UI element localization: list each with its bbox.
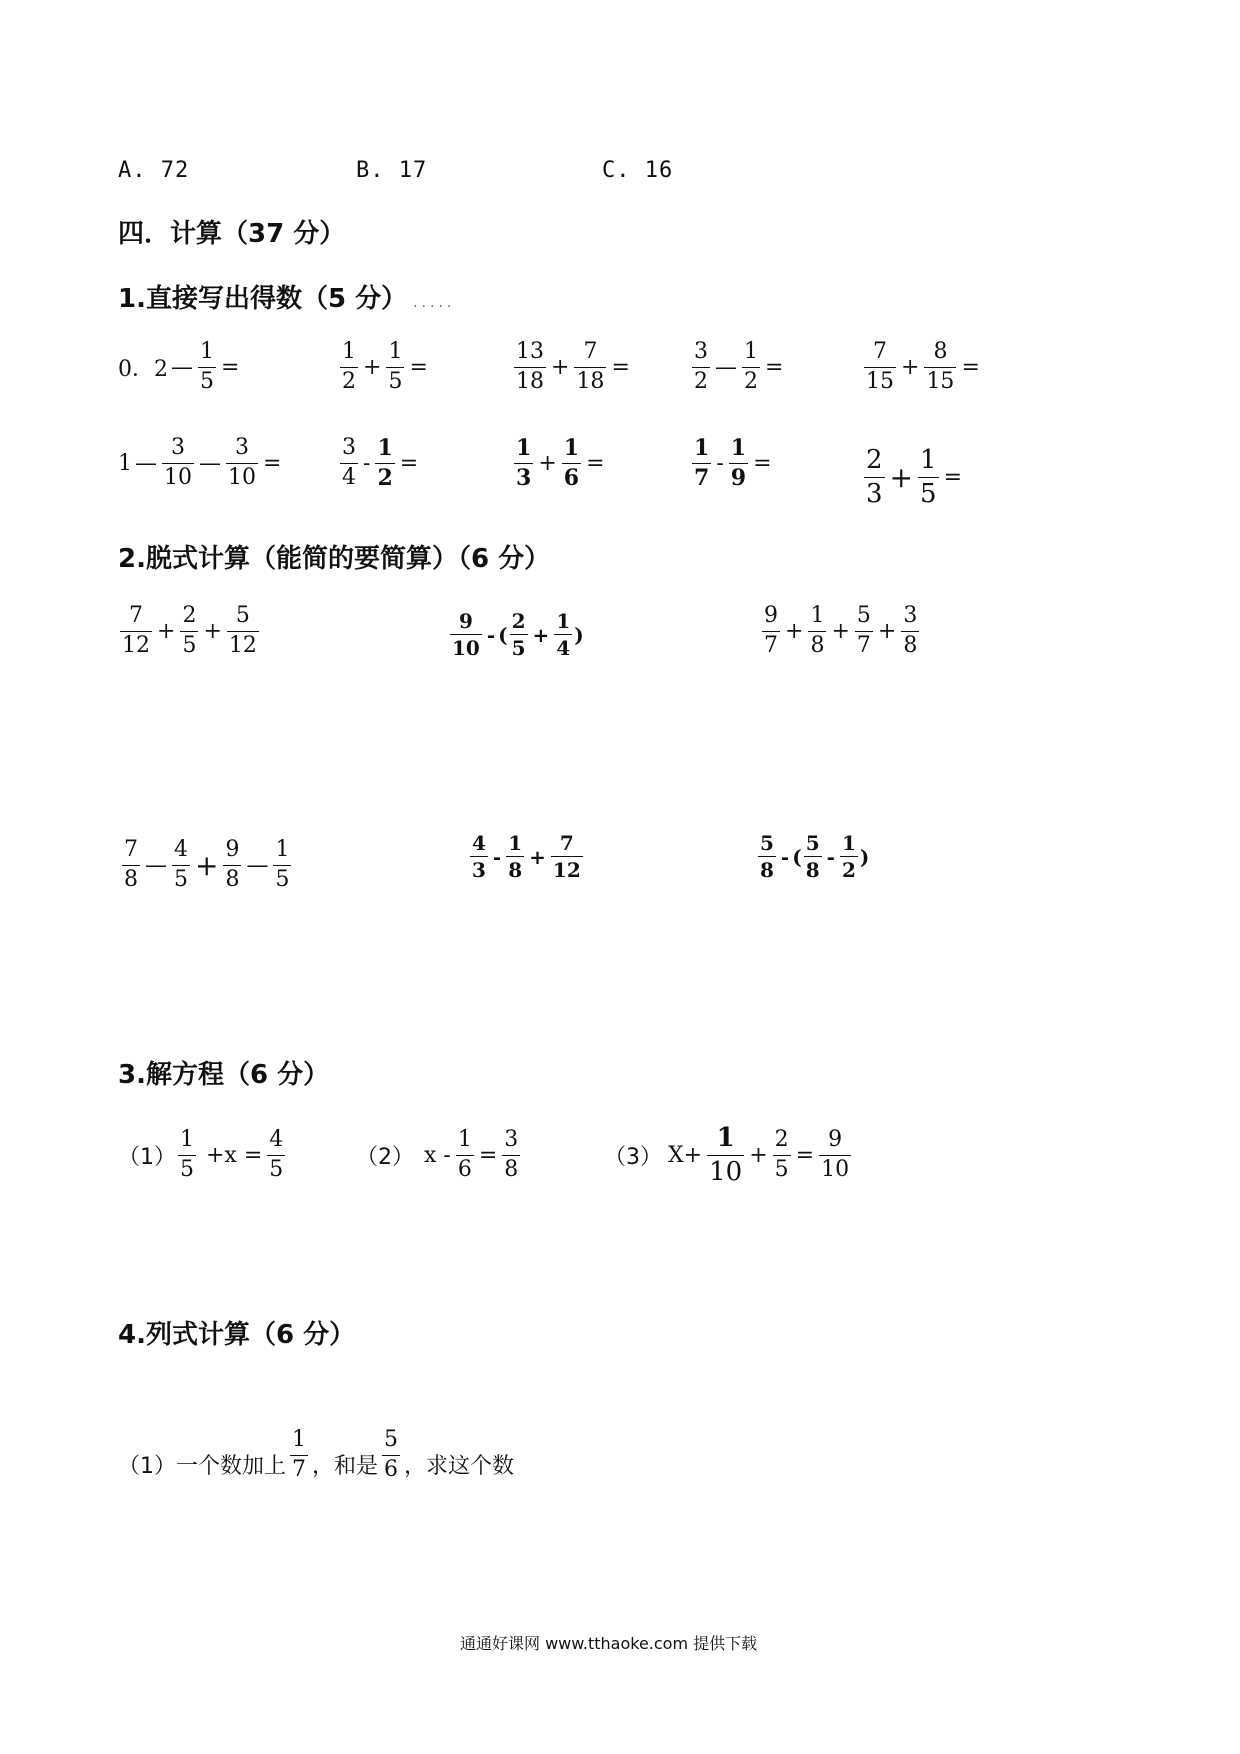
denominator: 4 bbox=[342, 464, 356, 490]
fraction bbox=[180, 604, 198, 658]
operator: + bbox=[889, 461, 914, 495]
denominator: 8 bbox=[810, 632, 825, 658]
operator: - bbox=[826, 844, 835, 869]
fraction bbox=[742, 340, 760, 394]
denominator: 6 bbox=[384, 1456, 399, 1482]
numerator: 5 bbox=[760, 831, 774, 855]
p1-r1-e3 bbox=[512, 340, 633, 394]
numerator: 3 bbox=[694, 339, 708, 364]
numerator: 1 bbox=[694, 435, 710, 461]
paren-open: ( bbox=[498, 622, 508, 647]
p3-eq1 bbox=[118, 1128, 287, 1182]
equation-prefix: X+ bbox=[668, 1143, 703, 1169]
fraction bbox=[773, 1128, 791, 1182]
part2-title: 2.脱式计算（能简的要简算）（6 分） bbox=[118, 544, 551, 574]
denominator: 10 bbox=[821, 1157, 850, 1183]
fraction bbox=[819, 1128, 851, 1182]
denominator: 8 bbox=[805, 858, 820, 883]
denominator: 5 bbox=[388, 368, 403, 394]
denominator: 3 bbox=[472, 858, 486, 883]
numerator: 9 bbox=[764, 603, 778, 628]
fraction bbox=[514, 436, 533, 490]
numerator: 3 bbox=[342, 435, 356, 460]
p1-r2-e1 bbox=[118, 436, 284, 490]
numerator: 4 bbox=[472, 831, 486, 855]
denominator: 15 bbox=[866, 368, 894, 394]
fraction bbox=[340, 436, 358, 490]
denominator: 10 bbox=[164, 464, 192, 490]
numerator: 1 bbox=[275, 837, 290, 862]
equals: = bbox=[221, 354, 240, 380]
whole: 0．2 bbox=[118, 356, 168, 382]
fraction bbox=[340, 340, 358, 394]
fraction bbox=[574, 340, 606, 394]
equals: = bbox=[263, 450, 282, 476]
p2-e6 bbox=[756, 832, 869, 882]
fraction bbox=[273, 838, 291, 892]
p1-r2-e2 bbox=[338, 436, 421, 490]
operator: + bbox=[157, 618, 176, 644]
p3-eq3 bbox=[604, 1124, 853, 1187]
fraction bbox=[470, 832, 488, 882]
numerator: 3 bbox=[903, 603, 918, 628]
fraction bbox=[375, 436, 394, 490]
equals: = bbox=[399, 450, 419, 476]
numerator: 1 bbox=[457, 1127, 472, 1152]
question-middle: ，和是 bbox=[312, 1454, 379, 1480]
operator: — bbox=[715, 354, 737, 380]
numerator: 2 bbox=[182, 603, 197, 628]
fraction bbox=[707, 1124, 744, 1187]
item-label: （2） bbox=[356, 1144, 414, 1170]
operator: + bbox=[831, 618, 850, 644]
operator: + bbox=[538, 450, 557, 476]
numerator: 2 bbox=[866, 445, 883, 475]
numerator: 1 bbox=[200, 339, 214, 364]
denominator: 18 bbox=[516, 368, 544, 394]
p1-r1-e1 bbox=[118, 340, 242, 394]
numerator: 4 bbox=[174, 837, 188, 862]
denominator: 4 bbox=[556, 636, 571, 661]
denominator: 5 bbox=[920, 479, 937, 510]
whole: 1 bbox=[118, 450, 132, 476]
operator: + bbox=[195, 848, 219, 882]
operator: + bbox=[901, 354, 920, 380]
numerator: 9 bbox=[828, 1127, 843, 1153]
p1-r1-e4 bbox=[690, 340, 786, 394]
equation-middle: +x = bbox=[206, 1142, 263, 1168]
fraction bbox=[901, 604, 919, 658]
denominator: 15 bbox=[926, 368, 955, 394]
numerator: 8 bbox=[933, 339, 948, 364]
numerator: 2 bbox=[511, 609, 526, 633]
p2-e1 bbox=[118, 604, 261, 658]
footer-credit: 通通好课网 www.tthaoke.com 提供下载 bbox=[460, 1634, 758, 1653]
denominator: 8 bbox=[903, 632, 918, 658]
fraction bbox=[729, 436, 748, 490]
denominator: 18 bbox=[576, 368, 605, 394]
p1-r1-e2 bbox=[338, 340, 431, 394]
numerator: 1 bbox=[292, 1427, 306, 1452]
fraction bbox=[386, 340, 404, 394]
denominator: 10 bbox=[228, 464, 256, 490]
fraction bbox=[198, 340, 216, 394]
operator: + bbox=[785, 618, 804, 644]
denominator: 8 bbox=[225, 866, 240, 892]
numerator: 3 bbox=[235, 435, 249, 460]
fraction bbox=[510, 610, 528, 660]
fraction bbox=[762, 604, 780, 658]
denominator: 8 bbox=[760, 858, 774, 883]
numerator: 7 bbox=[124, 837, 138, 862]
numerator: 1 bbox=[508, 831, 523, 855]
numerator: 7 bbox=[559, 831, 574, 855]
fraction bbox=[855, 604, 873, 658]
p1-r1-e5 bbox=[862, 340, 983, 394]
denominator: 12 bbox=[228, 632, 257, 658]
p2-e4 bbox=[120, 838, 293, 892]
operator: + bbox=[749, 1143, 768, 1169]
numerator: 1 bbox=[563, 435, 580, 461]
denominator: 3 bbox=[516, 464, 532, 491]
p2-e3 bbox=[760, 604, 921, 658]
denominator: 5 bbox=[182, 632, 197, 658]
equals: = bbox=[765, 354, 784, 380]
denominator: 5 bbox=[200, 368, 214, 394]
denominator: 8 bbox=[504, 1156, 519, 1182]
operator: — bbox=[145, 852, 167, 878]
question-suffix: ，求这个数 bbox=[404, 1454, 515, 1480]
fraction bbox=[808, 604, 826, 658]
fraction bbox=[290, 1428, 308, 1482]
operator: - bbox=[780, 844, 790, 869]
fraction bbox=[162, 436, 194, 490]
fraction bbox=[692, 436, 711, 490]
equals: = bbox=[753, 450, 772, 476]
numerator: 2 bbox=[774, 1127, 789, 1153]
numerator: 3 bbox=[504, 1127, 519, 1152]
fraction bbox=[450, 610, 482, 660]
denominator: 5 bbox=[269, 1156, 284, 1182]
denominator: 7 bbox=[856, 632, 871, 658]
operator: - bbox=[716, 450, 724, 476]
numerator: 1 bbox=[516, 435, 532, 461]
fraction bbox=[692, 340, 710, 394]
part4-title: 4.列式计算（6 分） bbox=[118, 1320, 356, 1350]
equals: = bbox=[586, 450, 605, 476]
paren-open: ( bbox=[792, 844, 802, 869]
denominator: 10 bbox=[452, 636, 480, 661]
denominator: 2 bbox=[744, 368, 758, 394]
denominator: 2 bbox=[342, 368, 356, 394]
fraction bbox=[918, 446, 939, 509]
fraction bbox=[554, 610, 572, 660]
denominator: 2 bbox=[841, 858, 856, 883]
fraction bbox=[382, 1428, 400, 1482]
p2-e5 bbox=[468, 832, 585, 882]
p3-eq2 bbox=[356, 1128, 522, 1182]
fraction bbox=[267, 1128, 285, 1182]
fraction bbox=[551, 832, 583, 882]
p1-r2-e4 bbox=[690, 436, 775, 490]
numerator: 1 bbox=[730, 435, 747, 461]
fraction bbox=[120, 604, 152, 658]
numerator: 1 bbox=[377, 435, 393, 461]
denominator: 7 bbox=[764, 632, 778, 658]
numerator: 5 bbox=[384, 1427, 399, 1452]
fraction bbox=[924, 340, 956, 394]
fraction bbox=[172, 838, 190, 892]
numerator: 1 bbox=[716, 1123, 735, 1153]
operator: + bbox=[551, 354, 570, 380]
choice-b: B. 17 bbox=[356, 158, 428, 183]
choice-c: C. 16 bbox=[602, 158, 674, 183]
p2-e2 bbox=[448, 610, 584, 660]
operator: — bbox=[246, 852, 269, 878]
numerator: 3 bbox=[171, 435, 185, 460]
numerator: 1 bbox=[920, 445, 937, 475]
denominator: 5 bbox=[180, 1156, 194, 1182]
numerator: 7 bbox=[873, 339, 887, 364]
fraction bbox=[456, 1128, 474, 1182]
fraction bbox=[226, 436, 258, 490]
fraction bbox=[840, 832, 858, 882]
equals: = bbox=[961, 354, 980, 380]
section-title: 四．计算（37 分） bbox=[118, 219, 346, 249]
denominator: 7 bbox=[694, 464, 710, 491]
numerator: 1 bbox=[342, 339, 356, 364]
paren-close: ) bbox=[574, 622, 584, 647]
numerator: 5 bbox=[805, 831, 820, 855]
numerator: 1 bbox=[744, 339, 758, 364]
part1-title-text: 1.直接写出得数（5 分） bbox=[118, 284, 408, 314]
numerator: 5 bbox=[856, 603, 871, 628]
p4-q1 bbox=[118, 1428, 514, 1482]
operator: + bbox=[203, 618, 222, 644]
fraction bbox=[223, 838, 241, 892]
operator: — bbox=[199, 450, 221, 476]
p1-r2-e3 bbox=[512, 436, 608, 490]
part1-dots: ..... bbox=[413, 295, 456, 311]
operator: + bbox=[363, 354, 382, 380]
fraction bbox=[506, 832, 524, 882]
denominator: 5 bbox=[774, 1157, 789, 1183]
numerator: 5 bbox=[235, 603, 250, 628]
p1-r2-e5 bbox=[862, 446, 965, 509]
denominator: 12 bbox=[122, 632, 150, 658]
numerator: 1 bbox=[180, 1127, 194, 1152]
denominator: 6 bbox=[563, 464, 580, 491]
fraction bbox=[122, 838, 140, 892]
equals: = bbox=[409, 354, 428, 380]
equals: = bbox=[943, 465, 962, 491]
operator: - bbox=[492, 844, 502, 869]
question-prefix: （1）一个数加上 bbox=[118, 1454, 286, 1480]
fraction bbox=[502, 1128, 520, 1182]
part1-title bbox=[118, 278, 455, 315]
denominator: 3 bbox=[866, 479, 883, 510]
denominator: 10 bbox=[709, 1157, 743, 1188]
numerator: 7 bbox=[583, 339, 598, 364]
denominator: 5 bbox=[275, 866, 290, 892]
numerator: 1 bbox=[841, 831, 856, 855]
operator: + bbox=[877, 618, 897, 644]
fraction bbox=[562, 436, 581, 490]
choice-a: A. 72 bbox=[118, 158, 190, 183]
numerator: 1 bbox=[388, 339, 403, 364]
fraction bbox=[864, 340, 896, 394]
numerator: 9 bbox=[225, 837, 240, 862]
operator: - bbox=[363, 450, 371, 476]
item-label: （3） bbox=[604, 1145, 662, 1171]
operator: + bbox=[532, 622, 550, 647]
denominator: 2 bbox=[694, 368, 708, 394]
denominator: 7 bbox=[292, 1456, 306, 1482]
fraction bbox=[758, 832, 776, 882]
fraction bbox=[864, 446, 885, 509]
fraction bbox=[178, 1128, 196, 1182]
numerator: 7 bbox=[129, 603, 143, 628]
denominator: 9 bbox=[730, 464, 747, 491]
denominator: 5 bbox=[511, 636, 526, 661]
denominator: 5 bbox=[174, 866, 188, 892]
item-label: （1） bbox=[118, 1144, 176, 1170]
operator: - bbox=[486, 622, 496, 647]
equals: = bbox=[611, 354, 630, 380]
denominator: 8 bbox=[124, 866, 138, 892]
part3-title: 3.解方程（6 分） bbox=[118, 1060, 330, 1090]
numerator: 13 bbox=[516, 339, 544, 364]
operator: — bbox=[171, 354, 193, 380]
equation-prefix: x - bbox=[424, 1142, 451, 1168]
equation-middle: = bbox=[478, 1142, 498, 1168]
equation-middle: = bbox=[795, 1143, 815, 1169]
numerator: 9 bbox=[458, 609, 473, 633]
numerator: 4 bbox=[269, 1127, 284, 1152]
denominator: 6 bbox=[457, 1156, 472, 1182]
operator: + bbox=[529, 844, 546, 869]
fraction bbox=[804, 832, 822, 882]
denominator: 12 bbox=[552, 858, 581, 883]
denominator: 2 bbox=[377, 464, 393, 491]
paren-close: ) bbox=[859, 844, 870, 869]
fraction bbox=[514, 340, 546, 394]
numerator: 1 bbox=[810, 603, 825, 628]
operator: — bbox=[135, 450, 157, 476]
numerator: 1 bbox=[556, 609, 571, 633]
fraction bbox=[227, 604, 259, 658]
denominator: 8 bbox=[508, 858, 523, 883]
